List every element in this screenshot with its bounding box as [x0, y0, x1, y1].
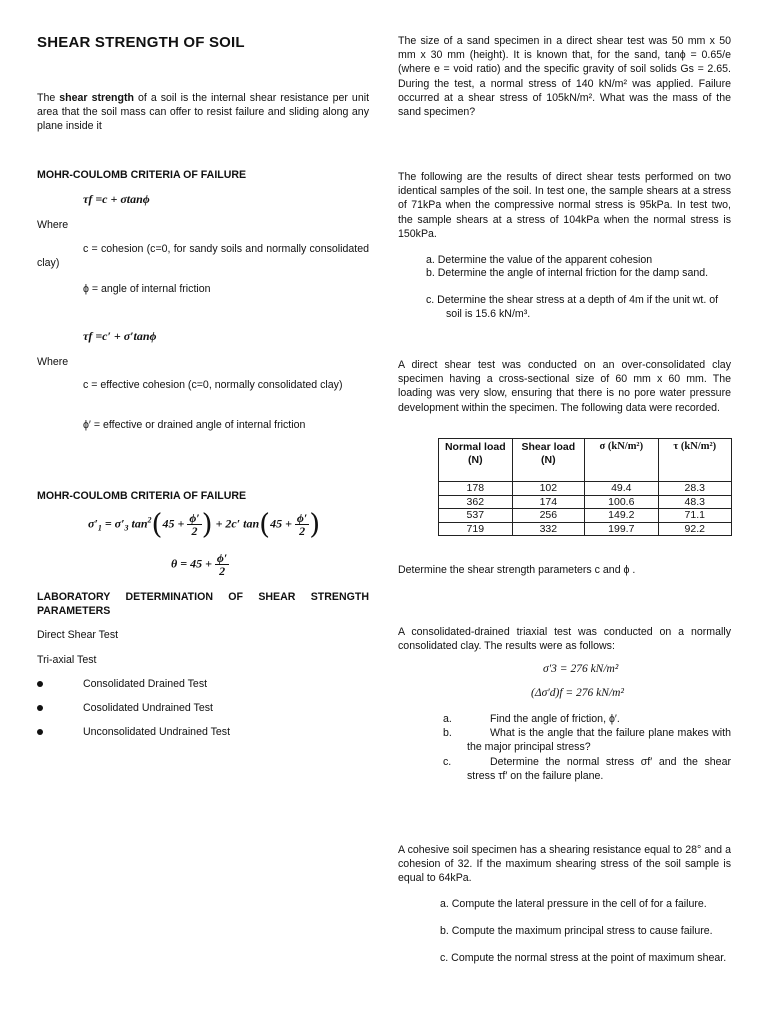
problem-4-item-b: What is the angle that the failure plane makes with the major principal stress? — [467, 727, 731, 754]
bullet-dot — [37, 705, 43, 711]
test-item-direct-shear: Direct Shear Test — [37, 629, 119, 641]
problem-5-item-c: c. Compute the normal stress at the point of maximum shear. — [440, 952, 727, 964]
page-title: SHEAR STRENGTH OF SOIL — [37, 34, 245, 51]
problem-4-equation-2: (Δσ′d)f = 276 kN/m² — [531, 687, 624, 699]
problem-3-question: Determine the shear strength parameters c and ϕ . — [398, 564, 636, 576]
equation-principal-stress: $\sigma'_1 = \sigma'_3$ $\tan^2(45$ + $\frac{\phi'}{2}$ ) + 2c′ tan(45 + $\frac{\phi'}{2}$ ) — [88, 507, 321, 541]
bullet-dot — [37, 729, 43, 735]
equation-total-stress: τf =c + σtanϕ — [83, 192, 150, 206]
problem-5-paragraph: A cohesive soil specimen has a shearing resistance equal to 28° and a cohesion of 32. If the maximum shearing stress of the soil sample is equal to 64kPa. — [398, 844, 731, 885]
shear-strength-term: shear strength — [59, 92, 134, 104]
intro-paragraph: The shear strength of a soil is the internal shear resistance per unit area that the soil mass can offer to resist failure and sliding along any plane inside it — [37, 92, 370, 133]
problem-4-label-a: a. — [443, 713, 452, 725]
mohr-coulomb-heading-2: MOHR-COULOMB CRITERIA OF FAILURE — [37, 490, 247, 502]
effective-friction-definition: ϕ′ = effective or drained angle of internal friction — [83, 419, 306, 431]
lab-determination-heading: LABORATORY DETERMINATION OF SHEAR STRENGTH PARAMETERS — [37, 591, 369, 617]
problem-5-item-b: b. Compute the maximum principal stress to cause failure. — [440, 925, 713, 937]
equation-effective-stress: τf =c′ + σ′tanϕ — [83, 329, 157, 343]
problem-2-item-a: a. Determine the value of the apparent cohesion — [426, 254, 653, 266]
mohr-coulomb-heading-1: MOHR-COULOMB CRITERIA OF FAILURE — [37, 169, 247, 181]
problem-2-paragraph: The following are the results of direct shear tests performed on two identical samples of the soil. In test one, the sample shears at a stress of 71kPa when the compressive normal stress is 95kPa. In test two, the sample shears at a stress of 104kPa when the normal stress is 150kPa. — [398, 171, 731, 240]
problem-3-paragraph: A direct shear test was conducted on an over-consolidated clay specimen having a cross-sectional size of 60 mm x 60 mm. The loading was very slow, ensuring that there is no pore water pressure development within the specimen. The following data were recorded. — [398, 359, 731, 414]
equation-text-sources — [0, 0, 1, 1]
where-label-2: Where — [37, 356, 69, 368]
problem-4-item-a: Find the angle of friction, ϕ′. — [490, 713, 620, 725]
table-row: 537 256 149.2 71.1 — [439, 509, 732, 523]
test-item-triaxial: Tri-axial Test — [37, 654, 97, 666]
table-header: Normal load (N) — [439, 439, 513, 482]
effective-cohesion-definition: c = effective cohesion (c=0, normally consolidated clay) — [83, 379, 343, 391]
direct-shear-data-table — [438, 438, 732, 536]
table-row: 362 174 100.6 48.3 — [439, 495, 732, 509]
bullet-item-uu: Unconsolidated Undrained Test — [83, 726, 231, 738]
table-row: 178 102 49.4 28.3 — [439, 482, 732, 496]
where-label-1: Where — [37, 219, 69, 231]
problem-4-equation-1: σ′3 = 276 kN/m² — [543, 663, 619, 675]
table-header: Shear load (N) — [512, 439, 584, 482]
problem-4-label-c: c. — [443, 756, 452, 768]
problem-5-item-a: a. Compute the lateral pressure in the cell of for a failure. — [440, 898, 707, 910]
friction-angle-definition: ϕ = angle of internal friction — [83, 283, 211, 295]
table-header: σ (kN/m²) — [585, 439, 658, 482]
cohesion-definition: c = cohesion (c=0, for sandy soils and normally consolidated clay) — [37, 243, 369, 270]
bullet-item-cd: Consolidated Drained Test — [83, 678, 208, 690]
problem-2-item-c: c. Determine the shear stress at a depth of 4m if the unit wt. of soil is 15.6 kN/m³. — [426, 294, 719, 321]
problem-4-label-b: b. — [443, 727, 452, 739]
bullet-dot — [37, 681, 43, 687]
problem-1-paragraph: The size of a sand specimen in a direct shear test was 50 mm x 50 mm x 30 mm (height). It is known that, for the sand, tanϕ = 0.65/e (where e = void ratio) and the specific gravity of soil solids Gs = 2.65. During the test, a normal stress of 140 kN/m² was applied. Failure occurred at a shear stress of 105kN/m². What was the mass of the sand specimen? — [398, 35, 731, 119]
problem-4-item-c: Determine the normal stress σf′ and the shear stress τf′ on the failure plane. — [467, 756, 731, 783]
table-header: τ (kN/m²) — [658, 439, 731, 482]
equation-failure-angle: θ = 45 + $\frac{\phi'}{2}$ — [171, 551, 228, 578]
bullet-item-cu: Cosolidated Undrained Test — [83, 702, 213, 714]
table-row: 719 332 199.7 92.2 — [439, 522, 732, 536]
problem-4-paragraph: A consolidated-drained triaxial test was conducted on a normally consolidated clay. The results were as follows: — [398, 626, 731, 653]
problem-2-item-b: b. Determine the angle of internal friction for the damp sand. — [426, 267, 709, 279]
